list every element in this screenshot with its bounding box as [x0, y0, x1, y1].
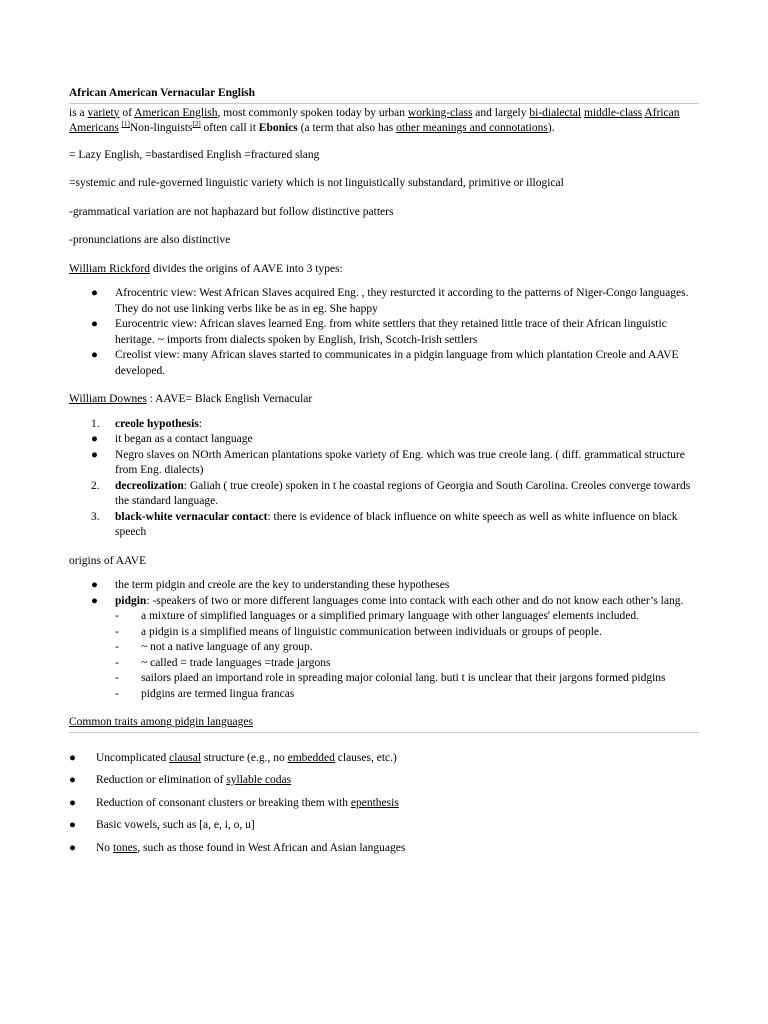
- document-title: African American Vernacular English: [69, 87, 256, 99]
- bullet-icon: ●: [91, 318, 98, 330]
- text: often call it: [200, 122, 259, 134]
- text: Non-linguists: [129, 122, 193, 134]
- bullet-icon: ●: [69, 774, 76, 786]
- bullet-icon: ●: [69, 819, 76, 831]
- list-item: [91, 317, 699, 348]
- bullet-icon: ●: [69, 841, 76, 854]
- link-william-rickford[interactable]: William Rickford: [69, 262, 150, 275]
- list-item: [115, 671, 699, 687]
- term-ebonics: Ebonics: [258, 122, 298, 134]
- list-item: [91, 286, 699, 317]
- text: Basic vowels, such as [a, e, i, o, u]: [96, 819, 255, 831]
- list-item: [69, 818, 699, 834]
- text: a pidgin is a simplified means of linguistic communication between individuals or groups of people.: [141, 625, 602, 638]
- link-epenthesis[interactable]: epenthesis: [350, 796, 399, 809]
- list-item: [69, 796, 699, 812]
- text: Creolist view: many African slaves started to communicates in a pidgin language from which plantation Creole and AAVE developed.: [115, 349, 679, 377]
- bullet-icon: ●: [69, 751, 76, 764]
- text: decreolization: [115, 479, 184, 492]
- text: : Galiah ( true creole) spoken in t he coastal regions of Georgia and South Carolina. Creoles converge towards the standard language.: [115, 479, 691, 507]
- dash-icon: -: [115, 687, 119, 700]
- footnote-1[interactable]: [1]: [121, 120, 130, 129]
- link-william-downes[interactable]: William Downes: [69, 393, 147, 405]
- bullet-icon: ●: [91, 448, 98, 461]
- bullet-icon: ●: [91, 349, 98, 361]
- text: of: [119, 106, 135, 119]
- bullet-icon: ●: [91, 433, 98, 445]
- text: ~ not a native language of any group.: [141, 641, 313, 653]
- origins-heading: origins of AAVE: [69, 554, 147, 567]
- text: : -speakers of two or more different languages come into contack with each other and do not know each other’s lang.: [146, 594, 684, 607]
- downes-heading: [69, 392, 699, 408]
- link-african-americans[interactable]: African Americans: [69, 106, 680, 134]
- text: structure (e.g., no: [201, 751, 288, 764]
- text: pidgin: [115, 594, 147, 607]
- text: clauses, etc.): [334, 751, 397, 764]
- bullet-icon: ●: [91, 594, 98, 607]
- intro-paragraph: [69, 106, 699, 137]
- text: a mixture of simplified languages or a simplified primary language with other languages' elements included.: [141, 610, 640, 622]
- list-item: [115, 640, 699, 656]
- rickford-heading: [69, 262, 699, 278]
- bullet-icon: ●: [69, 796, 76, 809]
- list-item: [115, 625, 699, 641]
- list-item: [69, 751, 699, 767]
- list-item: [91, 448, 699, 479]
- list-item: [91, 594, 699, 703]
- list-item: [115, 656, 699, 672]
- list-item: [69, 773, 699, 789]
- text: the term pidgin and creole are the key to understanding these hypotheses: [115, 579, 450, 591]
- list-item: [91, 479, 699, 510]
- document-content: [69, 86, 699, 863]
- text: ~ called = trade languages =trade jargons: [141, 656, 331, 669]
- text: divides the origins of AAVE into 3 types:: [149, 262, 343, 275]
- text: , such as those found in West African and Asian languages: [137, 841, 406, 854]
- text: Eurocentric view: African slaves learned Eng. from white settlers that they retained little trace of their African linguistic heritage. ~ imports from dialects spoken by English, Irish, Scotch-Irish settlers: [115, 318, 667, 346]
- dash-icon: -: [115, 641, 119, 653]
- link-syllable-codas[interactable]: syllable codas: [226, 774, 292, 786]
- dash-icon: -: [115, 625, 119, 638]
- traits-list: [69, 751, 699, 857]
- text: Afrocentric view: West African Slaves acquired Eng. , they resturcted it according to the patterns of Niger-Congo languages. They do not use linking verbs like be as in eg. She happy: [115, 287, 689, 315]
- list-item: [91, 348, 699, 379]
- text: : there is evidence of black influence on white speech as well as white influence on black speech: [115, 510, 678, 538]
- link-variety[interactable]: variety: [87, 106, 120, 119]
- title-rule: [69, 103, 699, 104]
- text: :: [198, 417, 202, 430]
- origins-list: [91, 578, 699, 702]
- line-systemic: =systemic and rule-governed linguistic variety which is not linguistically substandard, primitive or illogical: [69, 177, 564, 189]
- text: pidgins are termed lingua francas: [141, 687, 295, 700]
- dash-icon: -: [115, 610, 119, 622]
- text: Reduction of consonant clusters or breaking them with: [96, 796, 351, 809]
- traits-heading: [69, 715, 699, 731]
- link-working-class[interactable]: working-class: [407, 106, 473, 119]
- link-other-meanings[interactable]: other meanings and connotations: [396, 122, 548, 134]
- link-clausal[interactable]: clausal: [169, 751, 202, 764]
- text: creole hypothesis: [115, 417, 199, 430]
- list-item: [91, 578, 699, 594]
- text: , most commonly spoken today by urban: [217, 106, 408, 119]
- pidgin-sublist: [115, 609, 699, 702]
- list-item: [91, 510, 699, 541]
- text: Negro slaves on NOrth American plantations spoke variety of Eng. which was true creole lang. ( diff. grammatical structure from Eng. dialects): [115, 448, 685, 476]
- list-item: [115, 609, 699, 625]
- text: it began as a contact language: [115, 433, 253, 445]
- line-grammatical-variation: -grammatical variation are not haphazard but follow distinctive patters: [69, 205, 394, 218]
- link-common-traits[interactable]: Common traits among pidgin languages: [69, 716, 253, 728]
- dash-icon: -: [115, 672, 119, 684]
- link-bi-dialectal[interactable]: bi-dialectal: [529, 106, 582, 119]
- list-item: [115, 687, 699, 703]
- list-item: [69, 841, 699, 857]
- link-middle-class[interactable]: middle-class: [583, 106, 643, 119]
- rickford-list: [91, 286, 699, 379]
- text: Uncomplicated: [96, 751, 170, 764]
- text: and largely: [472, 106, 530, 119]
- text: (a term that also has: [297, 122, 397, 134]
- link-embedded[interactable]: embedded: [287, 751, 335, 764]
- list-item: [91, 432, 699, 448]
- link-tones[interactable]: tones: [112, 841, 138, 854]
- downes-list: [91, 417, 699, 541]
- traits-rule: [69, 732, 699, 733]
- list-marker: 3.: [91, 510, 100, 523]
- list-marker: 2.: [91, 479, 100, 492]
- text: black-white vernacular contact: [115, 510, 268, 523]
- line-pronunciations: -pronunciations are also distinctive: [69, 234, 231, 246]
- dash-icon: -: [115, 656, 119, 669]
- list-item: [91, 417, 699, 433]
- text: : AAVE= Black English Vernacular: [146, 393, 313, 405]
- text: ).: [547, 122, 555, 134]
- link-american-english[interactable]: American English: [134, 106, 218, 119]
- text: Reduction or elimination of: [96, 774, 227, 786]
- text: sailors plaed an importand role in spreading major colonial lang. buti t is unclear that their jargons formed pidgins: [141, 672, 666, 684]
- text: No: [96, 841, 113, 854]
- bullet-icon: ●: [91, 287, 98, 299]
- line-lazy-english: = Lazy English, =bastardised English =fractured slang: [69, 148, 320, 161]
- text: is a: [69, 106, 88, 119]
- bullet-icon: ●: [91, 579, 98, 591]
- list-marker: 1.: [91, 417, 100, 430]
- footnote-2[interactable]: [2]: [192, 120, 201, 129]
